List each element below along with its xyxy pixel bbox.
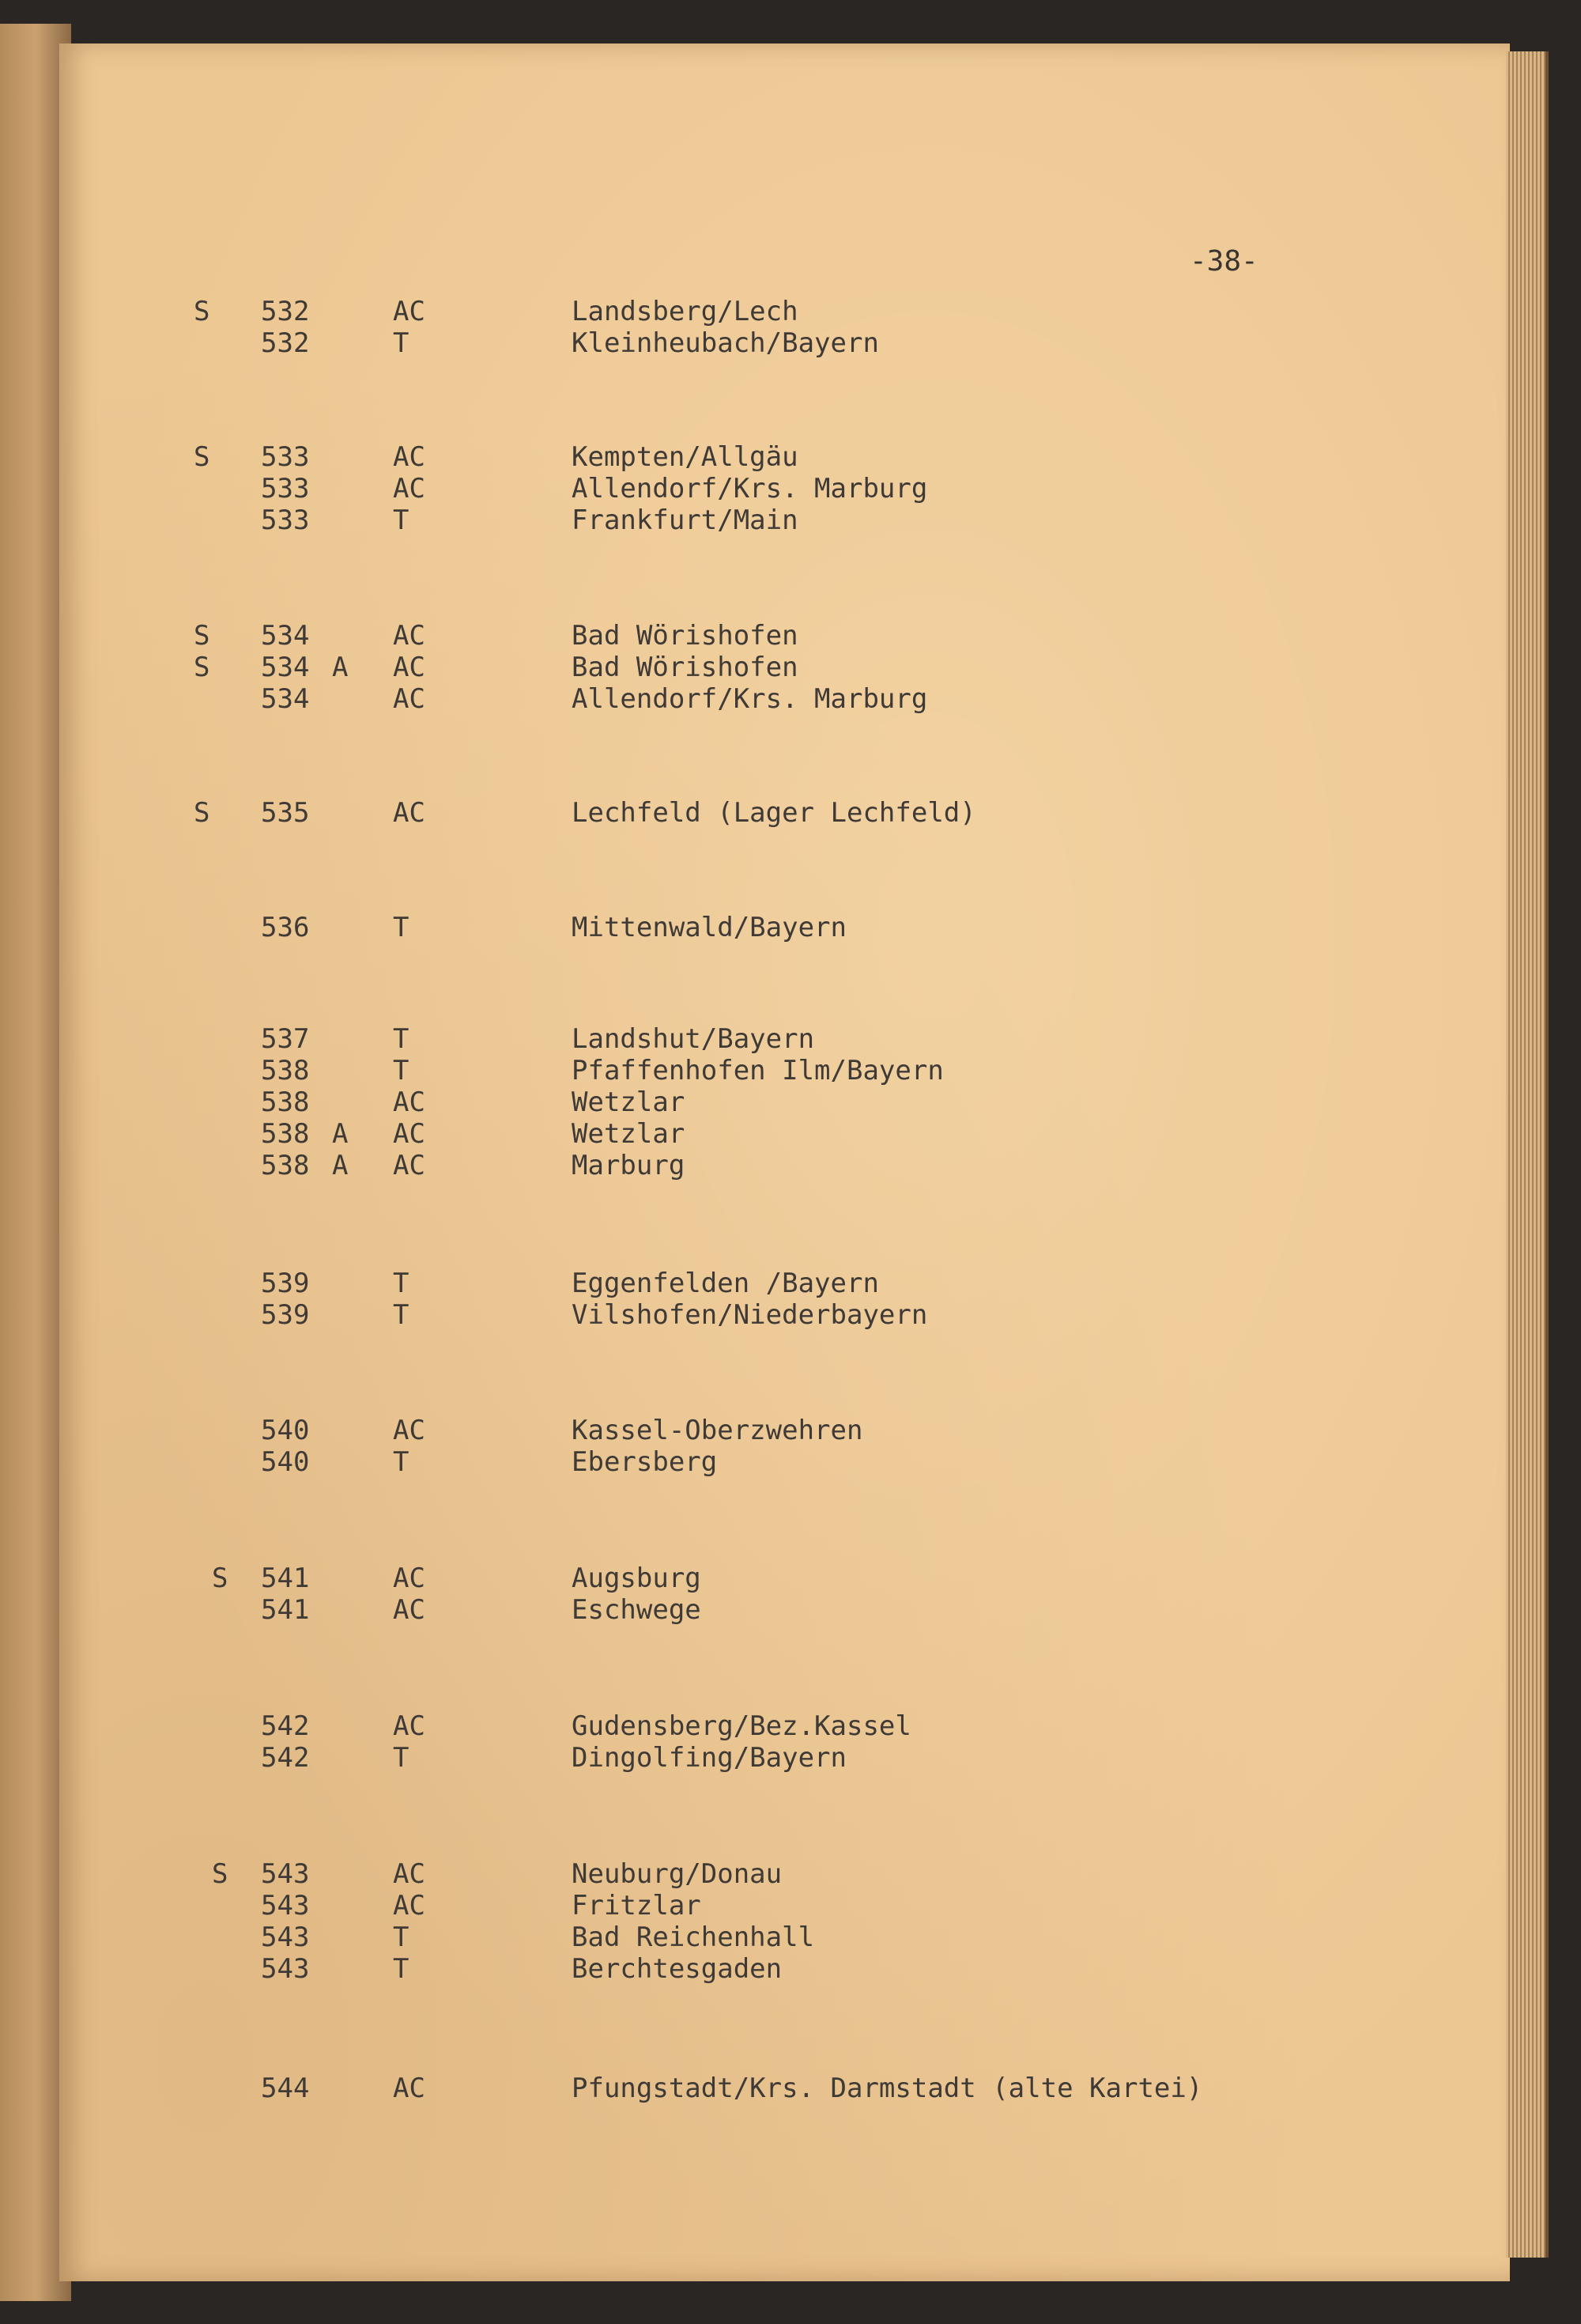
- entry-number: 534: [261, 620, 310, 652]
- entry-number: 533: [261, 504, 310, 536]
- entry-number: 542: [261, 1710, 310, 1742]
- entry-row: [0, 619, 1502, 652]
- entry-location: Eggenfelden /Bayern: [572, 1268, 879, 1299]
- entry-type: T: [393, 1268, 409, 1299]
- entry-location: Vilshofen/Niederbayern: [572, 1299, 928, 1331]
- entry-s-mark: S: [212, 1563, 228, 1594]
- entry-s-mark: S: [194, 441, 210, 473]
- entry-type: AC: [393, 1118, 425, 1150]
- entry-suffix: A: [332, 1118, 349, 1150]
- entry-number: 543: [261, 1953, 310, 1985]
- entry-type: T: [393, 1299, 409, 1331]
- entry-number: 534: [261, 652, 310, 683]
- entry-row: [0, 1593, 1502, 1627]
- entry-type: T: [393, 912, 409, 943]
- entry-number: 539: [261, 1299, 310, 1331]
- entry-type: T: [393, 1922, 409, 1953]
- entry-number: 544: [261, 2073, 310, 2104]
- entry-number: 539: [261, 1268, 310, 1299]
- entry-number: 538: [261, 1118, 310, 1150]
- entry-row: [0, 1921, 1502, 1954]
- entry-row: [0, 1414, 1502, 1447]
- entry-location: Augsburg: [572, 1563, 701, 1594]
- entry-s-mark: S: [194, 620, 210, 652]
- entry-number: 540: [261, 1446, 310, 1478]
- entry-location: Bad Reichenhall: [572, 1922, 815, 1953]
- entry-number: 543: [261, 1922, 310, 1953]
- entry-number: 543: [261, 1858, 310, 1890]
- entry-number: 534: [261, 683, 310, 715]
- entry-type: T: [393, 1023, 409, 1055]
- entry-row: [0, 1267, 1502, 1300]
- entry-number: 541: [261, 1594, 310, 1626]
- entry-location: Pfaffenhofen Ilm/Bayern: [572, 1055, 944, 1086]
- entry-row: [0, 472, 1502, 505]
- entry-type: AC: [393, 1710, 425, 1742]
- entry-number: 538: [261, 1150, 310, 1181]
- entry-location: Gudensberg/Bez.Kassel: [572, 1710, 911, 1742]
- entry-number: 533: [261, 441, 310, 473]
- entry-number: 538: [261, 1086, 310, 1118]
- entry-location: Lechfeld (Lager Lechfeld): [572, 797, 976, 829]
- entry-number: 532: [261, 327, 310, 359]
- entry-location: Eschwege: [572, 1594, 701, 1626]
- entry-number: 542: [261, 1742, 310, 1774]
- entry-row: [0, 911, 1502, 944]
- entry-row: [0, 1054, 1502, 1087]
- entry-s-mark: S: [194, 296, 210, 327]
- entry-type: AC: [393, 1415, 425, 1446]
- page-number: -38-: [1190, 245, 1258, 278]
- entry-location: Dingolfing/Bayern: [572, 1742, 847, 1774]
- entry-location: Bad Wörishofen: [572, 620, 798, 652]
- entry-number: 538: [261, 1055, 310, 1086]
- entry-location: Marburg: [572, 1150, 685, 1181]
- entry-row: [0, 1117, 1502, 1151]
- entry-type: AC: [393, 620, 425, 652]
- entry-row: [0, 682, 1502, 716]
- entry-row: [0, 504, 1502, 537]
- entry-row: [0, 1710, 1502, 1743]
- entry-type: AC: [393, 1563, 425, 1594]
- entry-number: 536: [261, 912, 310, 943]
- entry-location: Ebersberg: [572, 1446, 718, 1478]
- entry-location: Bad Wörishofen: [572, 652, 798, 683]
- entry-number: 532: [261, 296, 310, 327]
- entry-row: [0, 1445, 1502, 1479]
- entry-type: AC: [393, 1086, 425, 1118]
- entry-row: [0, 1857, 1502, 1891]
- entry-location: Wetzlar: [572, 1118, 685, 1150]
- entry-number: 535: [261, 797, 310, 829]
- entry-number: 543: [261, 1890, 310, 1922]
- entry-type: AC: [393, 473, 425, 504]
- entry-row: [0, 651, 1502, 684]
- entry-type: T: [393, 327, 409, 359]
- entry-location: Neuburg/Donau: [572, 1858, 783, 1890]
- entry-type: T: [393, 1055, 409, 1086]
- entry-row: [0, 1149, 1502, 1182]
- entry-location: Wetzlar: [572, 1086, 685, 1118]
- entry-type: AC: [393, 683, 425, 715]
- entry-number: 533: [261, 473, 310, 504]
- entry-suffix: A: [332, 1150, 349, 1181]
- entry-type: AC: [393, 1150, 425, 1181]
- entry-row: [0, 1086, 1502, 1119]
- entry-row: [0, 1298, 1502, 1332]
- entry-number: 537: [261, 1023, 310, 1055]
- entry-row: [0, 1889, 1502, 1922]
- entry-location: Landshut/Bayern: [572, 1023, 815, 1055]
- entry-type: AC: [393, 296, 425, 327]
- entry-location: Berchtesgaden: [572, 1953, 783, 1985]
- entry-row: [0, 1741, 1502, 1774]
- entry-row: [0, 2072, 1502, 2105]
- entry-type: AC: [393, 652, 425, 683]
- entry-row: [0, 295, 1502, 328]
- entry-row: [0, 1952, 1502, 1986]
- entry-number: 540: [261, 1415, 310, 1446]
- entry-location: Allendorf/Krs. Marburg: [572, 473, 928, 504]
- entry-row: [0, 327, 1502, 360]
- entry-type: AC: [393, 2073, 425, 2104]
- entry-s-mark: S: [194, 652, 210, 683]
- entry-type: AC: [393, 1858, 425, 1890]
- entry-location: Allendorf/Krs. Marburg: [572, 683, 928, 715]
- entry-type: T: [393, 1953, 409, 1985]
- entry-location: Pfungstadt/Krs. Darmstadt (alte Kartei): [572, 2073, 1203, 2104]
- entry-location: Kempten/Allgäu: [572, 441, 798, 473]
- entry-location: Landsberg/Lech: [572, 296, 798, 327]
- entry-type: T: [393, 1742, 409, 1774]
- entry-row: [0, 1562, 1502, 1595]
- entry-location: Mittenwald/Bayern: [572, 912, 847, 943]
- entry-location: Kassel-Oberzwehren: [572, 1415, 863, 1446]
- entry-type: AC: [393, 1890, 425, 1922]
- entry-type: T: [393, 504, 409, 536]
- entry-type: T: [393, 1446, 409, 1478]
- entry-s-mark: S: [194, 797, 210, 829]
- entry-row: [0, 796, 1502, 829]
- page-stack-edge: [1506, 51, 1549, 2258]
- entry-type: AC: [393, 797, 425, 829]
- entry-row: [0, 1022, 1502, 1056]
- entry-s-mark: S: [212, 1858, 228, 1890]
- entry-location: Kleinheubach/Bayern: [572, 327, 879, 359]
- entry-number: 541: [261, 1563, 310, 1594]
- entry-type: AC: [393, 1594, 425, 1626]
- entry-location: Fritzlar: [572, 1890, 701, 1922]
- entry-location: Frankfurt/Main: [572, 504, 798, 536]
- entry-row: [0, 440, 1502, 474]
- entry-suffix: A: [332, 652, 349, 683]
- entry-type: AC: [393, 441, 425, 473]
